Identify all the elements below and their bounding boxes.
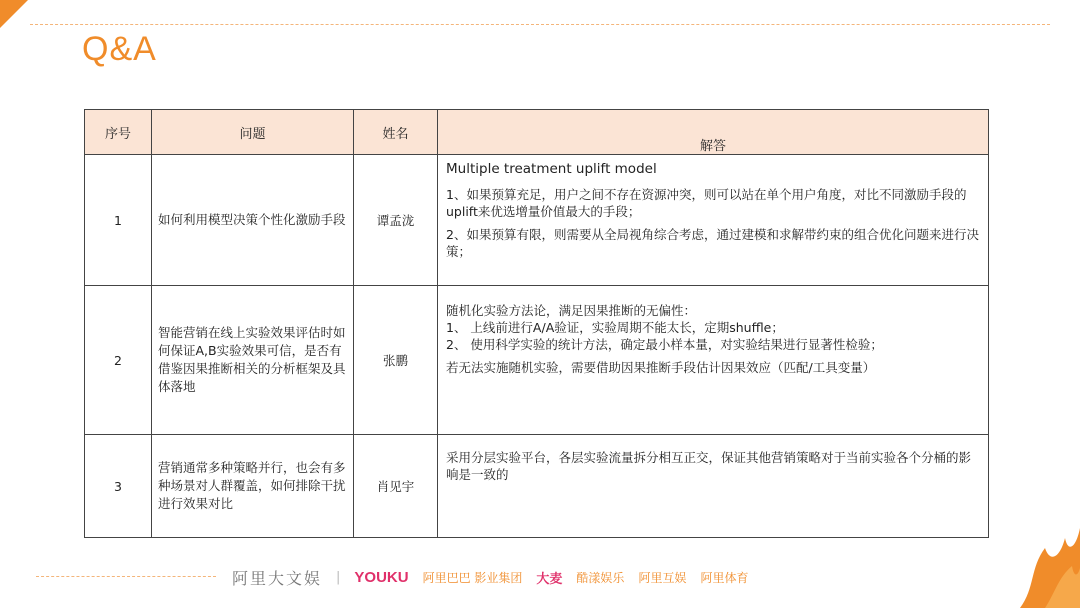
damai-logo: 大麦 xyxy=(536,572,563,587)
row-no: 3 xyxy=(85,435,152,538)
corner-decoration xyxy=(0,0,28,28)
answer-line: 1、如果预算充足，用户之间不存在资源冲突，则可以站在单个用户角度，对比不同激励手段的uplift来优选增量价值最大的手段； xyxy=(446,187,967,219)
row-no: 1 xyxy=(85,155,152,286)
bottom-dotted-divider xyxy=(36,576,216,577)
table-row xyxy=(85,435,989,538)
table-header-row xyxy=(85,110,989,155)
answer-line: 若无法实施随机实验，需要借助因果推断手段估计因果效应（匹配/工具变量） xyxy=(446,360,876,375)
row-question: 营销通常多种策略并行，也会有多种场景对人群覆盖，如何排除干扰进行效果对比 xyxy=(152,435,354,538)
answer-line: 2、 使用科学实验的统计方法，确定最小样本量，对实验结果进行显著性检验； xyxy=(446,337,883,352)
top-dotted-divider xyxy=(30,24,1050,25)
row-question: 智能营销在线上实验效果评估时如何保证A,B实验效果可信，是否有借鉴因果推断相关的分析框架及具体落地 xyxy=(152,286,354,435)
footer-logo-bar xyxy=(232,566,748,589)
ali-huyu-logo: 阿里互娱 xyxy=(638,571,687,585)
page-title: Q&A xyxy=(82,30,157,68)
brand-logo: 阿里大文娱 xyxy=(232,569,323,588)
qa-table xyxy=(84,109,989,538)
row-answer xyxy=(438,435,989,538)
answer-line: Multiple treatment uplift model xyxy=(446,161,657,177)
row-name: 肖见宇 xyxy=(354,435,438,538)
alibaba-pictures-logo: 阿里巴巴 影业集团 xyxy=(422,571,523,585)
row-answer xyxy=(438,286,989,435)
row-name: 张鹏 xyxy=(354,286,438,435)
header-no: 序号 xyxy=(85,110,152,155)
row-no: 2 xyxy=(85,286,152,435)
table-row xyxy=(85,155,989,286)
row-answer xyxy=(438,155,989,286)
fox-tail-decoration xyxy=(1010,518,1080,608)
header-answer: 解答 xyxy=(438,110,989,155)
row-question: 如何利用模型决策个性化激励手段 xyxy=(152,155,354,286)
youku-logo: YOUKU xyxy=(354,569,409,586)
answer-line: 采用分层实验平台，各层实验流量拆分相互正交，保证其他营销策略对于当前实验各个分桶的影响是一致的 xyxy=(446,450,972,482)
header-question: 问题 xyxy=(152,110,354,155)
kuyang-logo: 酷漾娱乐 xyxy=(576,571,625,585)
header-name: 姓名 xyxy=(354,110,438,155)
answer-line: 1、 上线前进行A/A验证，实验周期不能太长，定期shuffle； xyxy=(446,320,784,335)
alisports-logo: 阿里体育 xyxy=(700,571,749,585)
logo-separator: | xyxy=(336,570,341,585)
answer-line: 2、如果预算有限，则需要从全局视角综合考虑，通过建模和求解带约束的组合优化问题来进行决策； xyxy=(446,227,979,259)
answer-line: 随机化实验方法论，满足因果推断的无偏性： xyxy=(446,303,697,318)
row-name: 谭孟泷 xyxy=(354,155,438,286)
table-row xyxy=(85,286,989,435)
